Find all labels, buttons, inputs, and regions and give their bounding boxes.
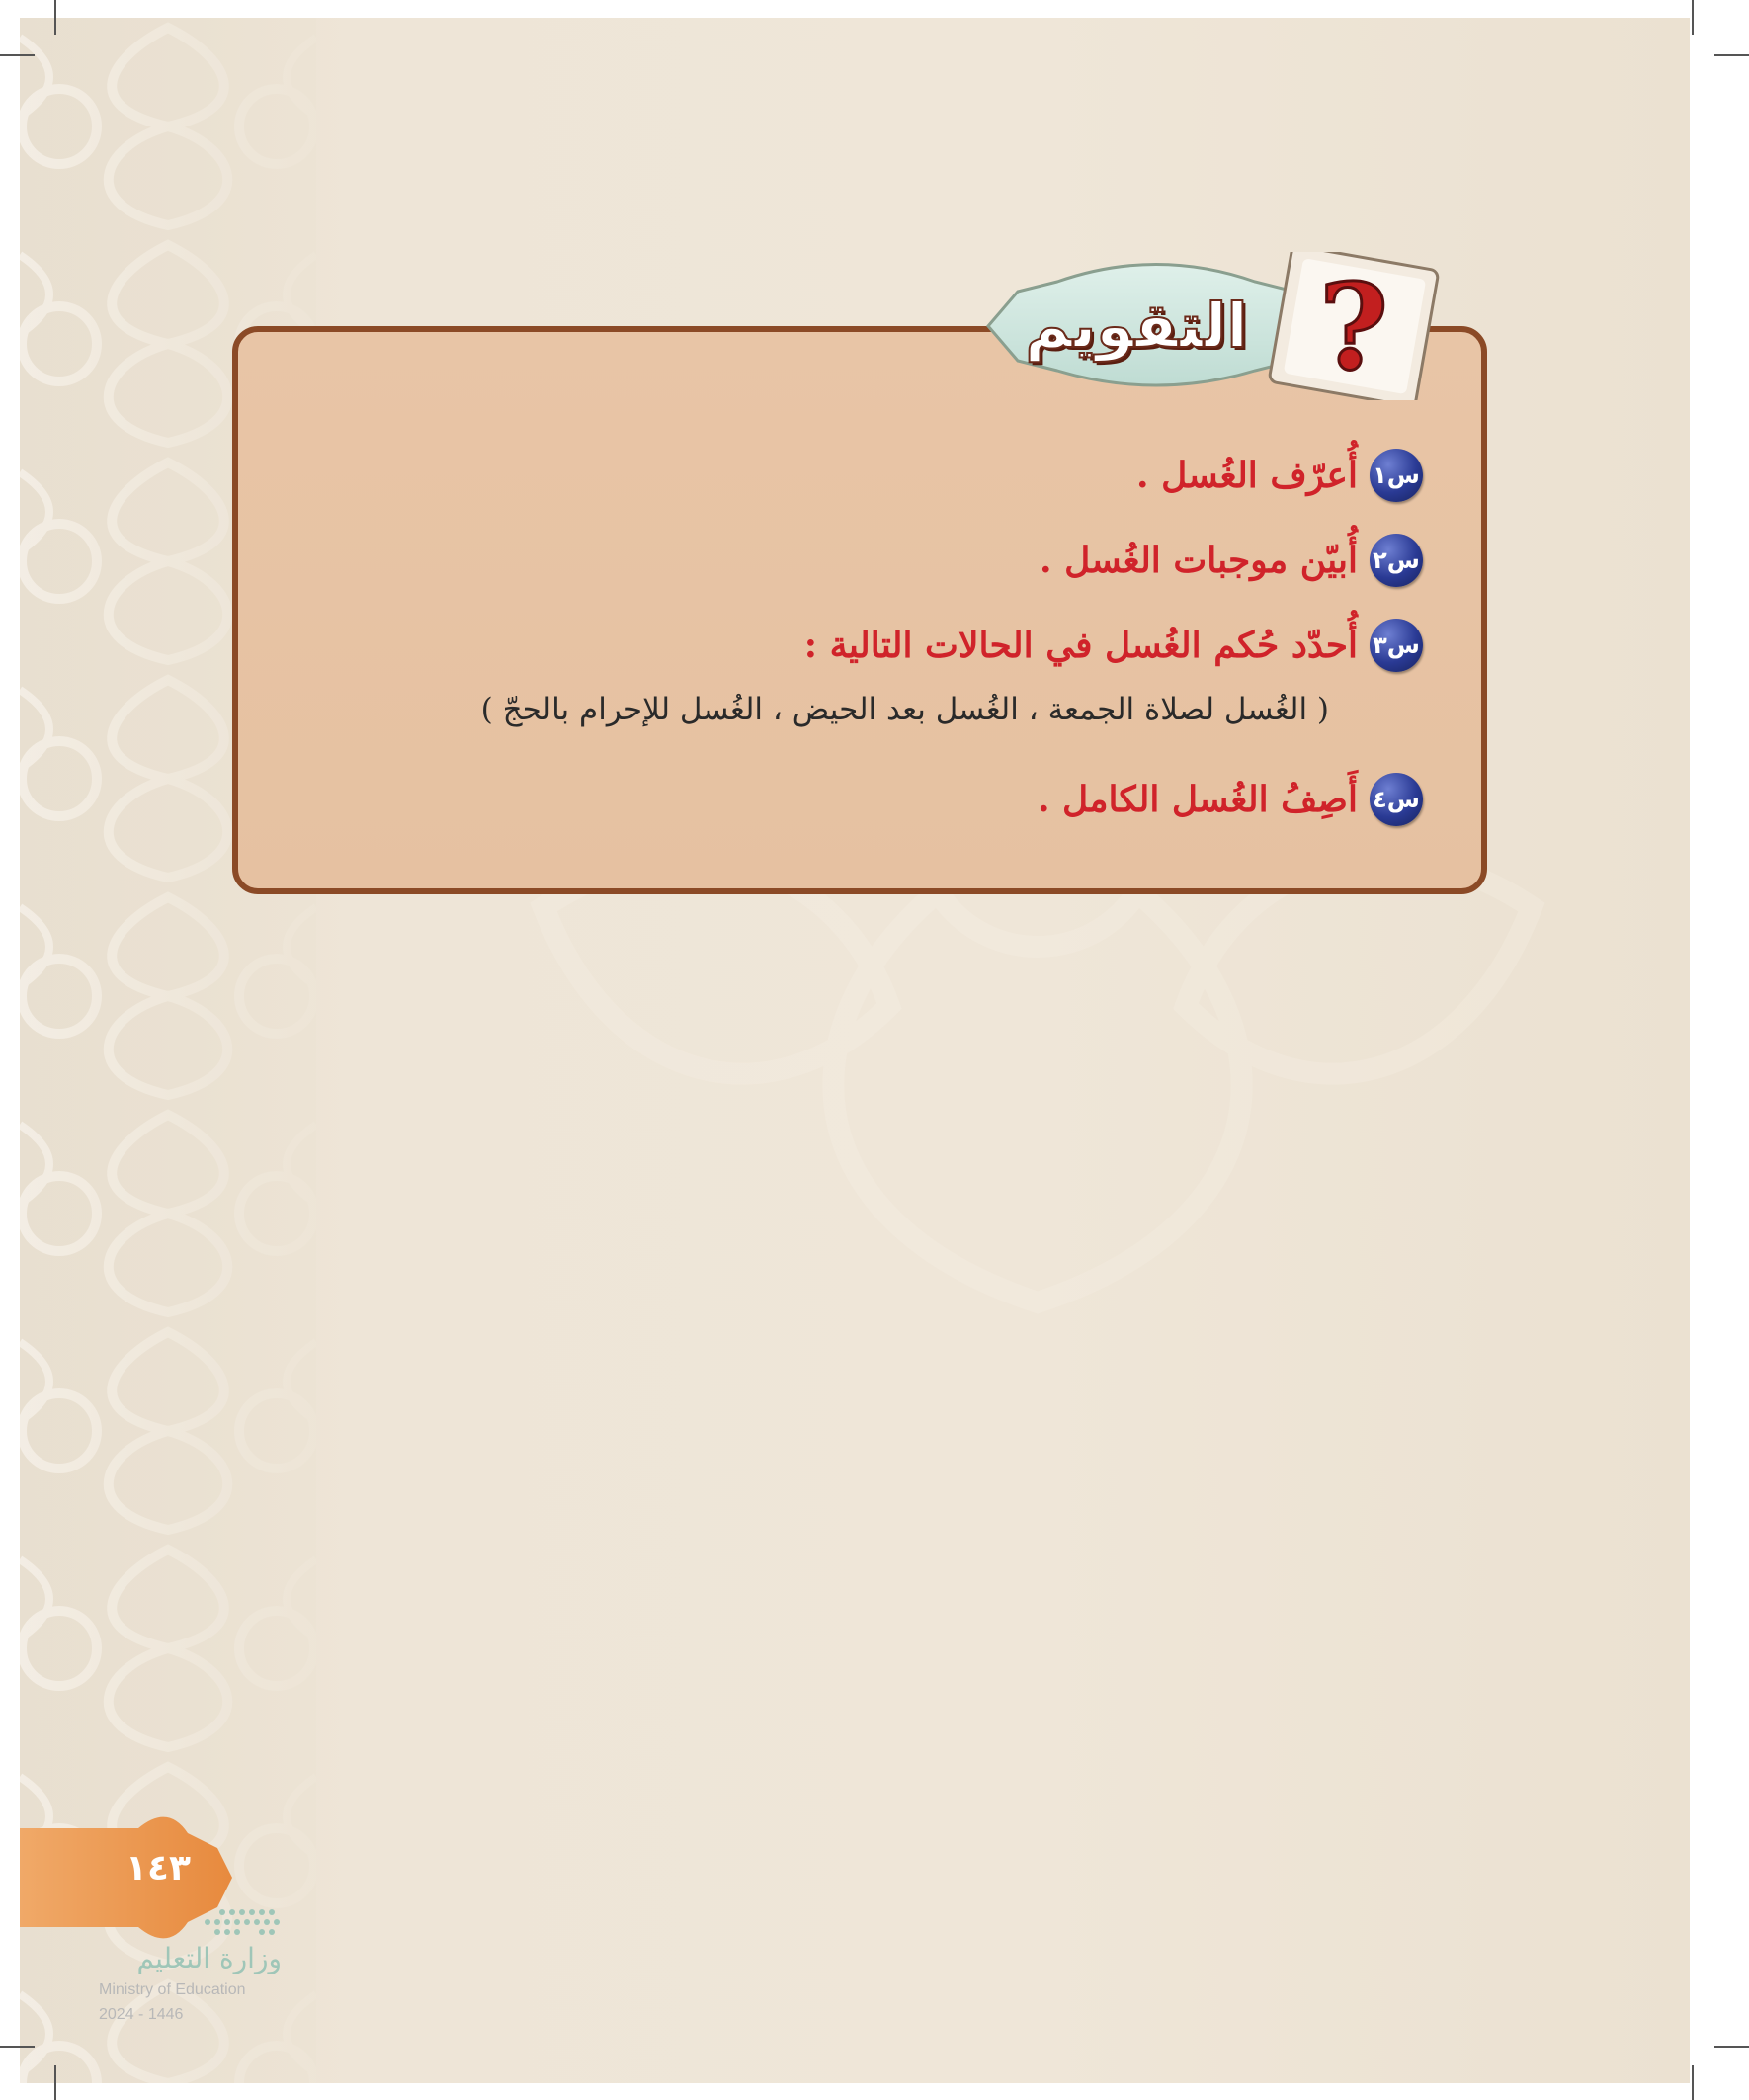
question-badge: س١ xyxy=(1370,449,1423,502)
crop-mark xyxy=(0,54,35,56)
question-4 xyxy=(1038,773,1423,826)
question-text: أُعرّف الغُسل . xyxy=(1136,455,1358,496)
crop-mark xyxy=(54,0,56,35)
question-2 xyxy=(1040,534,1423,587)
edition-year: 2024 - 1446 xyxy=(99,2006,184,2023)
crop-mark xyxy=(1714,2046,1749,2048)
question-3-cases: ( الغُسل لصلاة الجمعة ، الغُسل بعد الحيض ، الغُسل للإحرام بالحجّ ) xyxy=(480,692,1329,727)
crop-mark xyxy=(0,2046,35,2048)
question-3 xyxy=(804,619,1423,672)
page-number: ١٤٣ xyxy=(125,1848,191,1889)
question-badge: س٢ xyxy=(1370,534,1423,587)
crop-mark xyxy=(1692,0,1694,35)
question-badge: س٤ xyxy=(1370,773,1423,826)
crop-mark xyxy=(1692,2065,1694,2100)
crop-mark xyxy=(54,2065,56,2100)
crop-mark xyxy=(1714,54,1749,56)
ministry-name-arabic: وزارة التعليم xyxy=(136,1942,282,1974)
question-text: أَصِفُ الغُسل الكامل . xyxy=(1037,779,1358,820)
question-badge: س٣ xyxy=(1370,619,1423,672)
question-mark-icon xyxy=(1269,252,1439,400)
svg-text:?: ? xyxy=(1318,258,1389,397)
ministry-name-english: Ministry of Education xyxy=(99,1981,246,1998)
question-text: أُحدّد حُكم الغُسل في الحالات التالية : xyxy=(803,625,1358,666)
section-title: التقويم xyxy=(1025,290,1248,362)
question-1 xyxy=(1136,449,1423,502)
question-text: أُبيّن موجبات الغُسل . xyxy=(1040,540,1358,581)
